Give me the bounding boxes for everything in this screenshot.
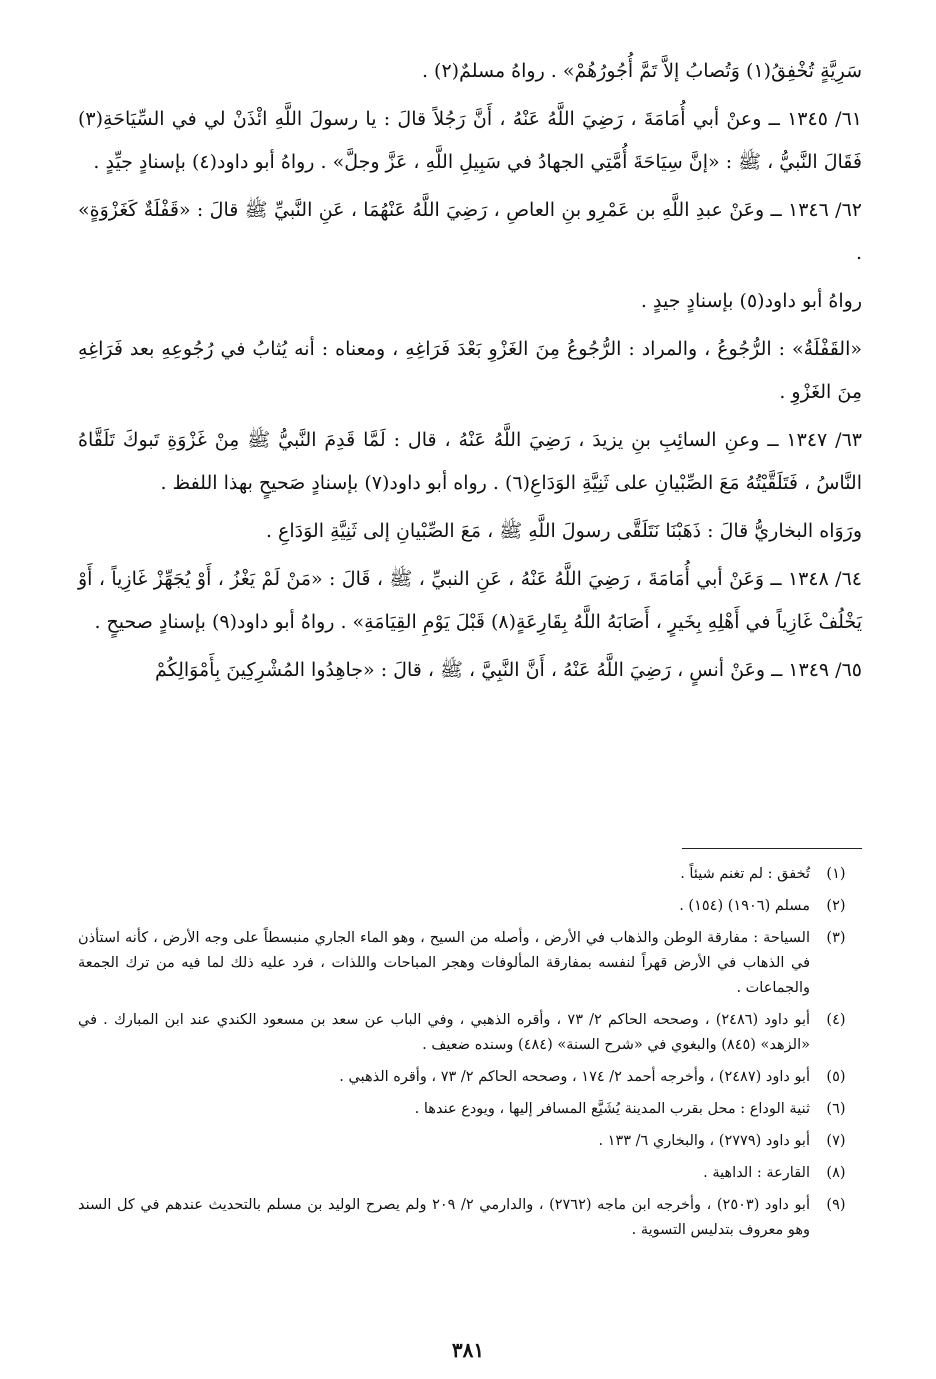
footnote-item (78, 1008, 862, 1058)
footnote-number: (٧) (826, 1133, 846, 1149)
footnote-number: (٦) (826, 1101, 846, 1117)
footnote-text: أبو داود (٢٤٨٦) ، وصححه الحاكم ٢/ ٧٣ ، وأقره الذهبي ، وفي الباب عن سعد بن مسعود الكندي عند ابن المبارك . في «الزهد» (٨٤٥) والبغوي في «شرح السنة» (٤٨٤) وسنده ضعيف . (78, 1012, 811, 1053)
footnote-number: (٣) (826, 930, 846, 946)
hadith-1346-narration: رواهُ أبو داود(٥) بإسنادٍ جيدٍ . (640, 290, 862, 312)
footnote-number: (٩) (826, 1197, 846, 1213)
footnote-number: (٢) (826, 898, 846, 914)
footnotes (78, 862, 862, 1250)
footnote-text: أبو داود (٢٧٧٩) ، والبخاري ٦/ ١٣٣ . (598, 1133, 810, 1149)
footnote-text: السياحة : مفارقة الوطن والذهاب في الأرض ، وأصله من السيح ، وهو الماء الجاري منبسطاً على وجه الأرض ، كأنه استأذن في الذهاب في الأرض قهراً لنفسه بمفارقة المألوفات وهجر المباحات واللذات ، فرد عليه ذلك لما فيه من ترك الجمعة والجماعات . (78, 930, 810, 996)
footnote-text: تُخفق : لم تغنم شيئاً . (680, 866, 810, 882)
footnote-text: ثنية الوداع : محل بقرب المدينة يُشَيَّع المسافر إليها ، ويودع عندها . (414, 1101, 810, 1117)
hadith-1347: ٦٣/ ١٣٤٧ ــ وعنِ السائِبِ بنِ يزيدَ ، رَضِيَ اللَّهُ عَنْهُ ، قال : لَمَّا قَدِمَ النَّبيُّ ﷺ مِنْ غَزْوَةِ تَبوكَ تَلَقَّاهُ النَّاسُ ، فَتَلَقَّيْتُهُ مَعَ الصِّبْيانِ على ثَنِيَّةِ الوَدَاعِ(٦) . رواه أبو داود(٧) بإسنادٍ صَحيحٍ بهذا اللفظ . (78, 429, 862, 494)
footnote-separator (682, 848, 862, 849)
footnote-item (78, 1065, 862, 1090)
hadith-1348: ٦٤/ ١٣٤٨ ــ وَعَنْ أبي أُمَامَةَ ، رَضِيَ اللَّهُ عَنْهُ ، عَنِ النبيِّ ، ﷺ ، قَالَ : «مَنْ لَمْ يَغْزُ ، أَوْ يُجَهِّزْ غَازِياً ، أَوْ يَخْلُفْ غَازِياً في أَهْلِهِ بِخَيرٍ ، أَصَابَهُ اللَّهُ بِقَارِعَةٍ(٨) قَبْلَ يَوْمِ القِيَامَةِ» . رواهُ أبو داود(٩) بإسنادٍ صحيحٍ . (78, 568, 862, 633)
paragraph-continuation: سَرِيَّةٍ تُخْفِقُ(١) وَتُصابُ إلاَّ تَمَّ أُجُورُهُمْ» . رواهُ مسلمٌ(٢) . (421, 60, 862, 82)
footnote-number: (٤) (826, 1012, 846, 1028)
hadith-1347-bukhari: ورَوَاه البخاريُّ قالَ : ذَهَبْنَا نَتَلَقَّى رسولَ اللَّهِ ﷺ ، مَعَ الصِّبْيانِ إلى ثَنِيَّةِ الوَدَاعِ . (265, 520, 862, 542)
footnote-number: (٥) (826, 1069, 846, 1085)
footnote-text: مسلم (١٩٠٦) (١٥٤) . (679, 898, 810, 914)
footnote-text: أبو داود (٢٥٠٣) ، وأخرجه ابن ماجه (٢٧٦٢) ، والدارمي ٢/ ٢٠٩ ولم يصرح الوليد بن مسلم بالتحديث عندهم في كل السند وهو معروف بتدليس التسوية . (78, 1197, 810, 1238)
footnote-item (78, 1097, 862, 1122)
page-number: ٣٨١ (451, 1338, 485, 1362)
footnote-item (78, 862, 862, 887)
footnote-text: القارعة : الداهية . (703, 1165, 810, 1181)
footnote-item (78, 1193, 862, 1243)
hadith-1349: ٦٥/ ١٣٤٩ ــ وعَنْ أنسٍ ، رَضِيَ اللَّهُ عَنْهُ ، أَنَّ النَّبِيَّ ، ﷺ ، قالَ : «جاهِدُوا المُشْرِكِينَ بِأَمْوَالِكُمْ (154, 659, 862, 681)
footnote-item (78, 926, 862, 1001)
footnote-text: أبو داود (٢٤٨٧) ، وأخرجه أحمد ٢/ ١٧٤ ، وصححه الحاكم ٢/ ٧٣ ، وأقره الذهبي . (339, 1069, 810, 1085)
main-text (78, 50, 862, 697)
footnote-number: (٨) (826, 1165, 846, 1181)
footnote-number: (١) (826, 866, 846, 882)
hadith-1346-explanation: «القَفْلَةُ» : الرُّجُوعُ ، والمراد : الرُّجُوعُ مِنَ الغَزْوِ بَعْدَ فَرَاغِهِ ، ومعناه : أنه يُثابُ في رُجُوعِهِ بعد فَرَاغِهِ مِنَ الغَزْوِ . (78, 338, 862, 403)
footnote-item (78, 1161, 862, 1186)
hadith-1345: ٦١/ ١٣٤٥ ــ وعنْ أبي أُمَامَةَ ، رَضِيَ اللَّهُ عَنْهُ ، أَنَّ رَجُلاً قالَ : يا رسولَ اللَّهِ ائْذَنْ لي في السِّيَاحَةِ(٣) فَقَالَ النَّبيُّ ، ﷺ : «إنَّ سِيَاحَةَ أُمَّتِي الجهادُ في سَبِيلِ اللَّهِ ، عَزَّ وجلَّ» . رواهُ أبو داود(٤) بإسنادٍ جيِّدٍ . (78, 108, 862, 173)
footnote-item (78, 1129, 862, 1154)
footnote-item (78, 894, 862, 919)
hadith-1346: ٦٢/ ١٣٤٦ ــ وعَنْ عبدِ اللَّهِ بن عَمْرِو بنِ العاصِ ، رَضِيَ اللَّهُ عَنْهُمَا ، عَنِ النَّبيِّ ﷺ قالَ : «قَفْلَةٌ كَغَزْوَةٍ» . (78, 199, 862, 264)
